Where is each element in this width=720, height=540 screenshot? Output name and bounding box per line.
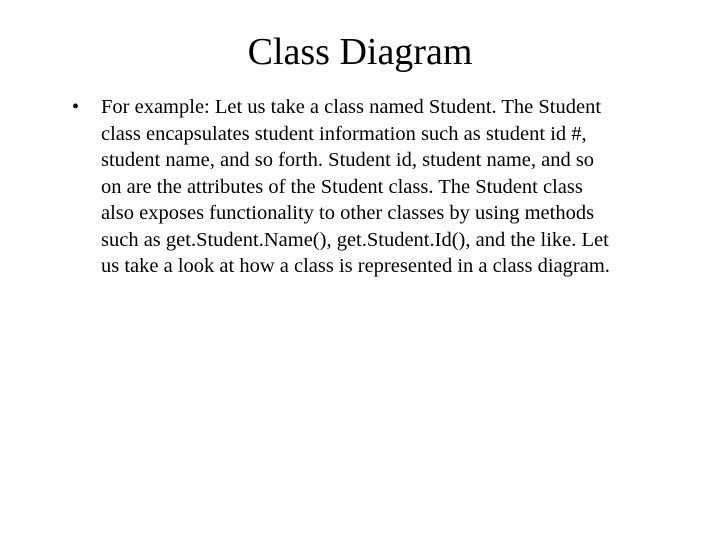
- bullet-text-line: student name, and so forth. Student id, student name, and so: [101, 149, 595, 171]
- bullet-item: [0, 94, 720, 280]
- bullet-text-line: For example: Let us take a class named Student. The Student: [101, 96, 602, 118]
- bullet-text-line: such as get.Student.Name(), get.Student.Id(), and the like. Let: [101, 228, 609, 251]
- bullet-text-line: also exposes functionality to other classes by using methods: [101, 202, 595, 224]
- slide-title: [0, 28, 720, 76]
- bullet-text-line: on are the attributes of the Student class. The Student class: [101, 175, 583, 198]
- bullet-text-line: us take a look at how a class is represented in a class diagram.: [101, 255, 610, 277]
- bullet-list: [0, 94, 720, 280]
- slide-title-text: Class Diagram: [247, 31, 473, 73]
- bullet-dot-icon: •: [72, 96, 80, 118]
- bullet-text-line: class encapsulates student information such as student id #,: [101, 122, 587, 145]
